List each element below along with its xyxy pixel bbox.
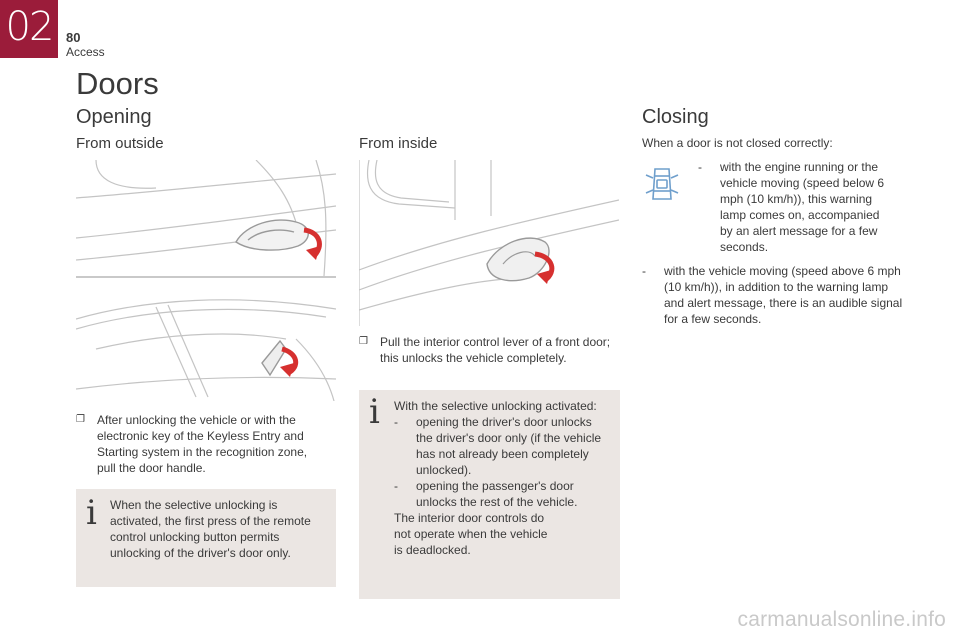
dash-marker: - <box>698 160 702 174</box>
inside-note-item-text: opening the passenger's door unlocks the rest of the vehicle. <box>416 479 578 509</box>
inside-note-item <box>394 478 610 510</box>
illustration-divider <box>76 276 336 278</box>
closing-heading: Closing <box>642 106 709 128</box>
page-number: 80 <box>66 30 81 45</box>
outside-note-text: When the selective unlocking is activated, the first press of the remote control unlocking button permits unlocking of the driver's door only. <box>110 498 311 560</box>
dash-marker: - <box>394 415 398 429</box>
opening-heading: Opening <box>76 106 152 128</box>
closing-intro: When a door is not closed correctly: <box>642 136 833 150</box>
inside-note-item <box>394 414 610 478</box>
closing-item-low-speed <box>698 159 894 255</box>
step-marker-icon: ❐ <box>359 336 368 347</box>
page-title: Doors <box>76 66 159 101</box>
door-open-warning-icon <box>644 164 680 204</box>
closing-item-high-speed <box>642 263 908 327</box>
chapter-tab: 02 <box>0 0 58 58</box>
rear-door-illustration <box>76 279 336 401</box>
inside-note-content <box>394 398 610 558</box>
inside-note-outro: The interior door controls do not operate when the vehicle is deadlocked. <box>394 511 548 557</box>
inside-step-text: Pull the interior control lever of a front door; this unlocks the vehicle completely. <box>380 335 611 365</box>
interior-lever-illustration <box>359 160 619 326</box>
step-marker-icon: ❐ <box>76 414 85 425</box>
dash-marker: - <box>642 264 646 278</box>
exterior-handle-illustration <box>76 160 336 276</box>
closing-item <box>698 159 894 255</box>
outside-step-text: After unlocking the vehicle or with the electronic key of the Keyless Entry and Starting system in the recognition zone, pull the door handle. <box>97 413 308 475</box>
inside-note-item-text: opening the driver's door unlocks the driver's door only (if the vehicle has not already been completely unlocked). <box>416 415 602 477</box>
inside-step <box>359 334 621 366</box>
info-icon: i <box>369 392 380 432</box>
section-name: Access <box>66 45 105 59</box>
from-outside-heading: From outside <box>76 135 164 152</box>
dash-marker: - <box>394 479 398 493</box>
from-inside-heading: From inside <box>359 135 438 152</box>
closing-item <box>642 263 908 327</box>
closing-item-text: with the vehicle moving (speed above 6 mph (10 km/h)), in addition to the warning lamp and alert message, there is an audible signal for a few seconds. <box>664 264 903 326</box>
outside-note-box <box>76 489 336 587</box>
inside-note-intro: With the selective unlocking activated: <box>394 399 597 413</box>
closing-item-text: with the engine running or the vehicle moving (speed below 6 mph (10 km/h)), this warning lamp comes on, accompanied by an alert message for a few seconds. <box>720 160 885 254</box>
watermark: carmanualsonline.info <box>737 608 946 631</box>
info-icon: i <box>86 493 97 533</box>
outside-step <box>76 412 326 476</box>
inside-note-box <box>359 390 620 599</box>
